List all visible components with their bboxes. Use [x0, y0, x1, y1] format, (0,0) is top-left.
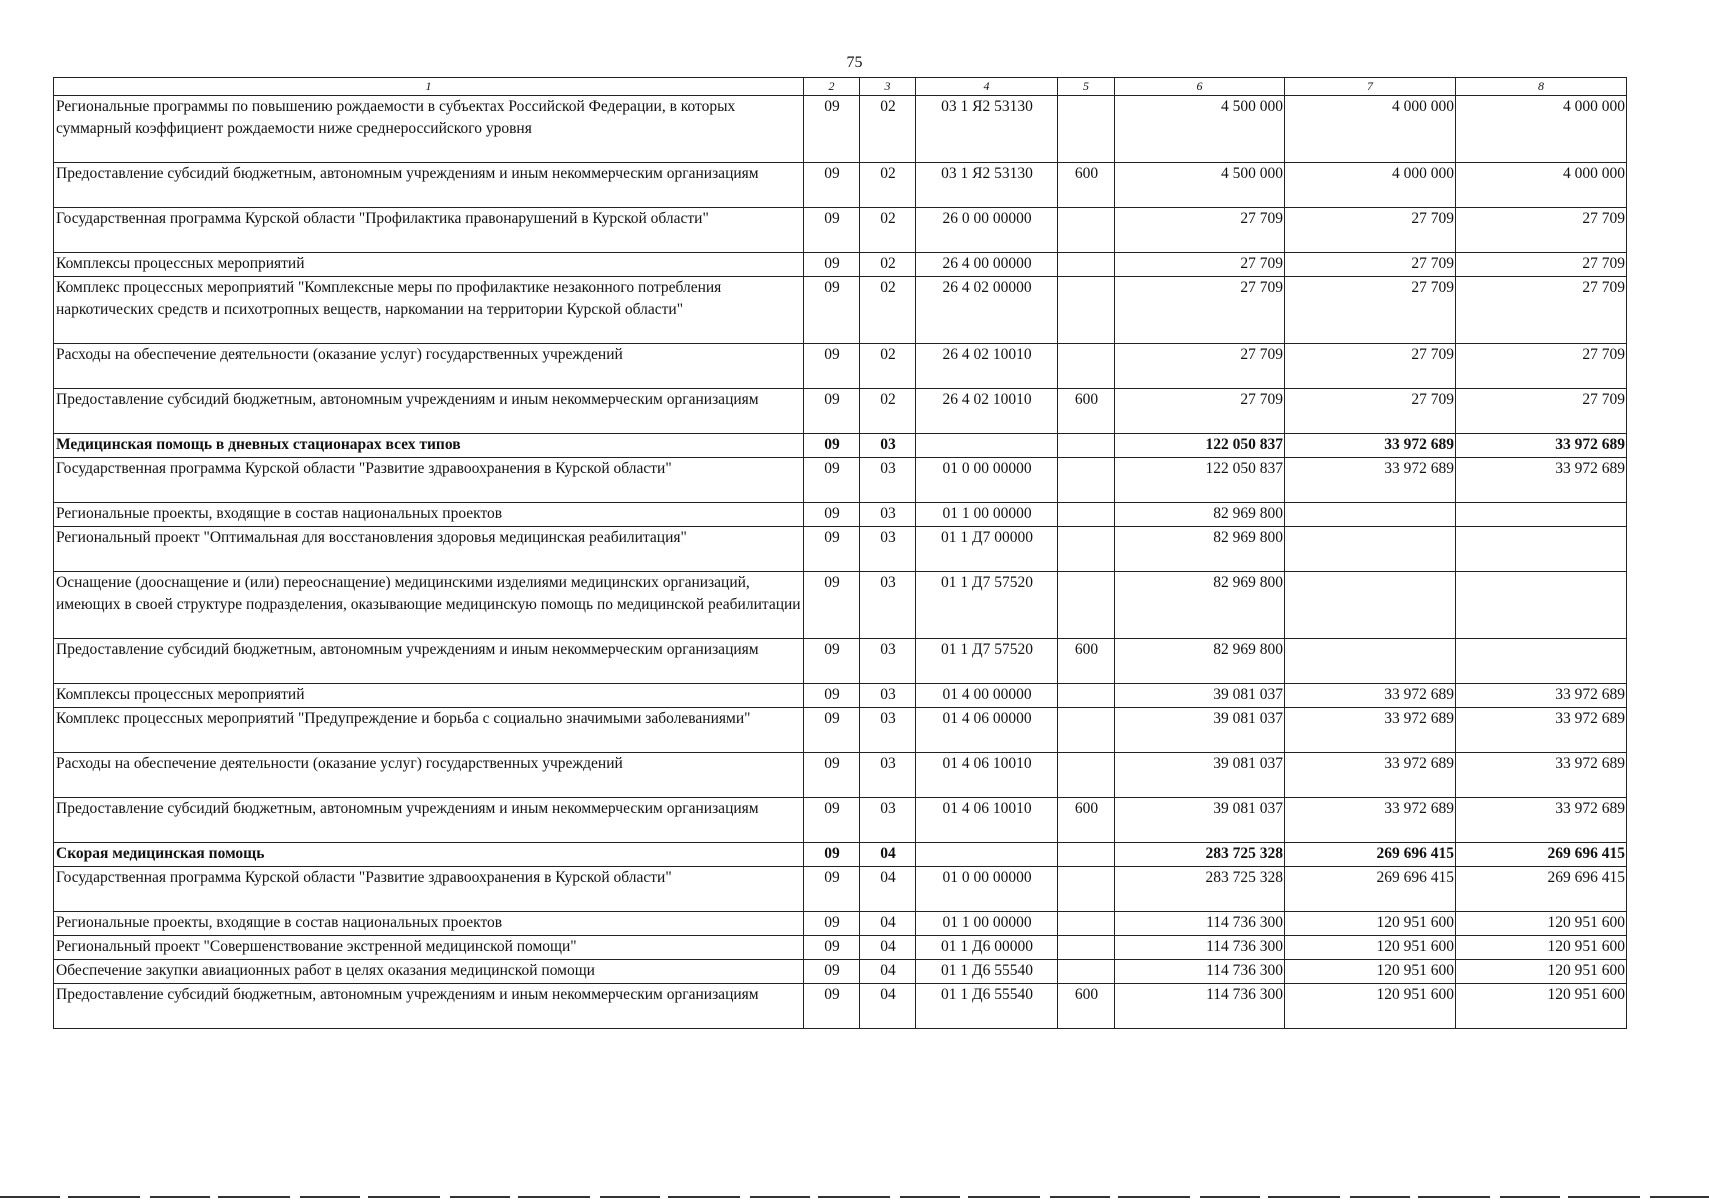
row-amount-col8-cell: 120 951 600	[1456, 984, 1627, 1029]
row-section-cell: 09	[804, 208, 860, 253]
row-name-cell: Предоставление субсидий бюджетным, автономным учреждениям и иным некоммерческим организациям	[54, 389, 804, 434]
row-section-cell: 09	[804, 639, 860, 684]
row-expense-type-cell: 600	[1058, 639, 1115, 684]
row-amount-col7-cell	[1285, 527, 1456, 572]
table-row	[54, 639, 1627, 684]
budget-table	[53, 77, 1627, 1029]
row-name-cell: Комплексы процессных мероприятий	[54, 684, 804, 708]
table-row	[54, 503, 1627, 527]
row-section-cell: 09	[804, 389, 860, 434]
page-number: 75	[846, 54, 863, 71]
row-subsection-cell: 03	[860, 753, 916, 798]
row-amount-col7-cell: 269 696 415	[1285, 843, 1456, 867]
row-amount-col6-cell: 4 500 000	[1115, 163, 1285, 208]
row-subsection-cell: 03	[860, 572, 916, 639]
row-amount-col8-cell	[1456, 639, 1627, 684]
row-name-cell: Комплекс процессных мероприятий "Предупреждение и борьба с социально значимыми заболеваниями"	[54, 708, 804, 753]
row-expense-type-cell	[1058, 572, 1115, 639]
row-amount-col6-cell: 122 050 837	[1115, 458, 1285, 503]
row-expense-type-cell	[1058, 867, 1115, 912]
row-amount-col8-cell: 33 972 689	[1456, 434, 1627, 458]
row-amount-col7-cell: 120 951 600	[1285, 936, 1456, 960]
row-amount-col6-cell: 27 709	[1115, 208, 1285, 253]
row-subsection-cell: 02	[860, 277, 916, 344]
row-amount-col8-cell	[1456, 503, 1627, 527]
table-row	[54, 960, 1627, 984]
row-amount-col6-cell: 27 709	[1115, 253, 1285, 277]
row-subsection-cell: 02	[860, 344, 916, 389]
row-target-article-cell: 01 1 Д7 57520	[916, 639, 1058, 684]
row-section-cell: 09	[804, 253, 860, 277]
row-name-cell: Государственная программа Курской области "Развитие здравоохранения в Курской области"	[54, 458, 804, 503]
table-row	[54, 527, 1627, 572]
row-amount-col7-cell: 33 972 689	[1285, 753, 1456, 798]
row-target-article-cell: 26 4 02 00000	[916, 277, 1058, 344]
row-target-article-cell: 01 1 Д7 57520	[916, 572, 1058, 639]
row-amount-col8-cell	[1456, 572, 1627, 639]
table-row	[54, 708, 1627, 753]
row-amount-col7-cell: 269 696 415	[1285, 867, 1456, 912]
row-section-cell: 09	[804, 798, 860, 843]
row-amount-col6-cell: 4 500 000	[1115, 96, 1285, 163]
row-target-article-cell: 01 4 06 10010	[916, 753, 1058, 798]
row-amount-col8-cell: 33 972 689	[1456, 708, 1627, 753]
column-header: 1	[54, 78, 804, 96]
row-target-article-cell: 03 1 Я2 53130	[916, 163, 1058, 208]
row-subsection-cell: 03	[860, 503, 916, 527]
row-section-cell: 09	[804, 458, 860, 503]
row-amount-col8-cell: 120 951 600	[1456, 936, 1627, 960]
table-row	[54, 458, 1627, 503]
row-amount-col7-cell: 27 709	[1285, 344, 1456, 389]
row-section-cell: 09	[804, 912, 860, 936]
row-expense-type-cell: 600	[1058, 389, 1115, 434]
row-amount-col6-cell: 114 736 300	[1115, 960, 1285, 984]
row-name-cell: Региональные проекты, входящие в состав национальных проектов	[54, 503, 804, 527]
row-amount-col6-cell: 27 709	[1115, 389, 1285, 434]
column-header: 6	[1115, 78, 1285, 96]
row-expense-type-cell	[1058, 434, 1115, 458]
row-amount-col8-cell: 269 696 415	[1456, 843, 1627, 867]
row-section-cell: 09	[804, 344, 860, 389]
row-subsection-cell: 03	[860, 684, 916, 708]
row-amount-col8-cell	[1456, 527, 1627, 572]
row-name-cell: Государственная программа Курской области "Развитие здравоохранения в Курской области"	[54, 867, 804, 912]
row-amount-col8-cell: 120 951 600	[1456, 912, 1627, 936]
row-amount-col8-cell: 33 972 689	[1456, 753, 1627, 798]
row-name-cell: Комплексы процессных мероприятий	[54, 253, 804, 277]
table-row	[54, 163, 1627, 208]
table-row	[54, 208, 1627, 253]
row-name-cell: Комплекс процессных мероприятий "Комплексные меры по профилактике незаконного потребления наркотических средств и психотропных веществ, наркомании на территории Курской области"	[54, 277, 804, 344]
row-amount-col7-cell	[1285, 639, 1456, 684]
page-bottom-rule	[0, 1196, 1709, 1198]
row-amount-col7-cell	[1285, 503, 1456, 527]
row-target-article-cell: 26 4 00 00000	[916, 253, 1058, 277]
row-amount-col6-cell: 27 709	[1115, 277, 1285, 344]
row-subsection-cell: 02	[860, 253, 916, 277]
row-section-cell: 09	[804, 960, 860, 984]
row-amount-col6-cell: 39 081 037	[1115, 753, 1285, 798]
row-expense-type-cell	[1058, 277, 1115, 344]
row-amount-col6-cell: 39 081 037	[1115, 798, 1285, 843]
row-amount-col7-cell: 33 972 689	[1285, 684, 1456, 708]
row-section-cell: 09	[804, 753, 860, 798]
table-body	[54, 96, 1627, 1029]
row-expense-type-cell	[1058, 527, 1115, 572]
row-subsection-cell: 03	[860, 458, 916, 503]
row-amount-col7-cell: 33 972 689	[1285, 434, 1456, 458]
row-expense-type-cell	[1058, 684, 1115, 708]
row-amount-col8-cell: 27 709	[1456, 277, 1627, 344]
row-name-cell: Предоставление субсидий бюджетным, автономным учреждениям и иным некоммерческим организациям	[54, 163, 804, 208]
row-amount-col6-cell: 82 969 800	[1115, 503, 1285, 527]
table-row	[54, 684, 1627, 708]
row-amount-col6-cell: 283 725 328	[1115, 843, 1285, 867]
table-header-row	[54, 78, 1627, 96]
row-section-cell: 09	[804, 163, 860, 208]
column-header: 3	[860, 78, 916, 96]
row-expense-type-cell: 600	[1058, 798, 1115, 843]
row-target-article-cell: 01 4 06 00000	[916, 708, 1058, 753]
column-header: 8	[1456, 78, 1627, 96]
row-name-cell: Предоставление субсидий бюджетным, автономным учреждениям и иным некоммерческим организациям	[54, 798, 804, 843]
row-amount-col8-cell: 120 951 600	[1456, 960, 1627, 984]
row-subsection-cell: 04	[860, 912, 916, 936]
row-expense-type-cell	[1058, 96, 1115, 163]
row-target-article-cell: 01 4 06 10010	[916, 798, 1058, 843]
row-section-cell: 09	[804, 503, 860, 527]
row-subsection-cell: 04	[860, 936, 916, 960]
table-row	[54, 984, 1627, 1029]
row-target-article-cell: 26 4 02 10010	[916, 389, 1058, 434]
row-subsection-cell: 04	[860, 960, 916, 984]
row-target-article-cell: 01 1 Д6 00000	[916, 936, 1058, 960]
column-header: 5	[1058, 78, 1115, 96]
row-amount-col6-cell: 82 969 800	[1115, 527, 1285, 572]
row-name-cell: Региональные проекты, входящие в состав национальных проектов	[54, 912, 804, 936]
row-amount-col6-cell: 39 081 037	[1115, 684, 1285, 708]
row-target-article-cell: 01 0 00 00000	[916, 458, 1058, 503]
column-header: 4	[916, 78, 1058, 96]
row-section-cell: 09	[804, 527, 860, 572]
row-name-cell: Региональный проект "Оптимальная для восстановления здоровья медицинская реабилитация"	[54, 527, 804, 572]
row-expense-type-cell	[1058, 960, 1115, 984]
row-subsection-cell: 03	[860, 639, 916, 684]
row-expense-type-cell: 600	[1058, 163, 1115, 208]
row-expense-type-cell	[1058, 843, 1115, 867]
row-expense-type-cell	[1058, 912, 1115, 936]
row-subsection-cell: 03	[860, 434, 916, 458]
row-amount-col7-cell: 27 709	[1285, 277, 1456, 344]
row-name-cell: Региональные программы по повышению рождаемости в субъектах Российской Федерации, в которых суммарный коэффициент рождаемости ниже среднероссийского уровня	[54, 96, 804, 163]
row-expense-type-cell	[1058, 253, 1115, 277]
row-target-article-cell: 01 1 Д6 55540	[916, 984, 1058, 1029]
row-target-article-cell: 01 1 00 00000	[916, 912, 1058, 936]
row-target-article-cell: 01 0 00 00000	[916, 867, 1058, 912]
table-row	[54, 843, 1627, 867]
row-subsection-cell: 03	[860, 708, 916, 753]
row-amount-col7-cell: 4 000 000	[1285, 163, 1456, 208]
row-target-article-cell: 01 4 00 00000	[916, 684, 1058, 708]
row-section-cell: 09	[804, 936, 860, 960]
row-amount-col7-cell: 120 951 600	[1285, 984, 1456, 1029]
table-row	[54, 434, 1627, 458]
row-name-cell: Скорая медицинская помощь	[54, 843, 804, 867]
table-row	[54, 253, 1627, 277]
table-row	[54, 96, 1627, 163]
column-header: 7	[1285, 78, 1456, 96]
row-expense-type-cell	[1058, 708, 1115, 753]
row-name-cell: Региональный проект "Совершенствование экстренной медицинской помощи"	[54, 936, 804, 960]
row-amount-col8-cell: 4 000 000	[1456, 163, 1627, 208]
row-name-cell: Расходы на обеспечение деятельности (оказание услуг) государственных учреждений	[54, 753, 804, 798]
row-amount-col6-cell: 27 709	[1115, 344, 1285, 389]
row-name-cell: Предоставление субсидий бюджетным, автономным учреждениям и иным некоммерческим организациям	[54, 639, 804, 684]
row-expense-type-cell	[1058, 503, 1115, 527]
row-section-cell: 09	[804, 867, 860, 912]
row-name-cell: Государственная программа Курской области "Профилактика правонарушений в Курской области"	[54, 208, 804, 253]
row-amount-col7-cell: 33 972 689	[1285, 798, 1456, 843]
row-target-article-cell: 01 1 Д7 00000	[916, 527, 1058, 572]
row-amount-col6-cell: 122 050 837	[1115, 434, 1285, 458]
row-expense-type-cell	[1058, 753, 1115, 798]
row-amount-col6-cell: 82 969 800	[1115, 572, 1285, 639]
row-subsection-cell: 02	[860, 96, 916, 163]
row-target-article-cell	[916, 434, 1058, 458]
row-section-cell: 09	[804, 96, 860, 163]
row-section-cell: 09	[804, 708, 860, 753]
row-section-cell: 09	[804, 277, 860, 344]
table-row	[54, 867, 1627, 912]
row-amount-col7-cell: 120 951 600	[1285, 912, 1456, 936]
row-name-cell: Расходы на обеспечение деятельности (оказание услуг) государственных учреждений	[54, 344, 804, 389]
row-expense-type-cell	[1058, 936, 1115, 960]
row-target-article-cell: 26 4 02 10010	[916, 344, 1058, 389]
row-section-cell: 09	[804, 684, 860, 708]
row-amount-col6-cell: 114 736 300	[1115, 936, 1285, 960]
row-amount-col6-cell: 82 969 800	[1115, 639, 1285, 684]
row-amount-col8-cell: 27 709	[1456, 344, 1627, 389]
row-section-cell: 09	[804, 572, 860, 639]
row-name-cell: Обеспечение закупки авиационных работ в целях оказания медицинской помощи	[54, 960, 804, 984]
table-row	[54, 753, 1627, 798]
row-amount-col8-cell: 4 000 000	[1456, 96, 1627, 163]
table-row	[54, 344, 1627, 389]
row-amount-col7-cell: 33 972 689	[1285, 458, 1456, 503]
row-amount-col6-cell: 283 725 328	[1115, 867, 1285, 912]
row-amount-col8-cell: 33 972 689	[1456, 798, 1627, 843]
row-target-article-cell: 26 0 00 00000	[916, 208, 1058, 253]
row-amount-col6-cell: 114 736 300	[1115, 984, 1285, 1029]
row-target-article-cell: 01 1 Д6 55540	[916, 960, 1058, 984]
row-name-cell: Предоставление субсидий бюджетным, автономным учреждениям и иным некоммерческим организациям	[54, 984, 804, 1029]
row-subsection-cell: 02	[860, 163, 916, 208]
row-expense-type-cell	[1058, 208, 1115, 253]
row-name-cell: Медицинская помощь в дневных стационарах всех типов	[54, 434, 804, 458]
row-target-article-cell: 03 1 Я2 53130	[916, 96, 1058, 163]
table-row	[54, 572, 1627, 639]
row-amount-col8-cell: 33 972 689	[1456, 684, 1627, 708]
row-subsection-cell: 03	[860, 798, 916, 843]
row-amount-col7-cell: 4 000 000	[1285, 96, 1456, 163]
row-subsection-cell: 02	[860, 389, 916, 434]
row-amount-col8-cell: 27 709	[1456, 253, 1627, 277]
row-amount-col7-cell	[1285, 572, 1456, 639]
table-row	[54, 936, 1627, 960]
column-header: 2	[804, 78, 860, 96]
row-section-cell: 09	[804, 843, 860, 867]
row-section-cell: 09	[804, 984, 860, 1029]
table-row	[54, 389, 1627, 434]
table-row	[54, 798, 1627, 843]
row-expense-type-cell	[1058, 458, 1115, 503]
row-expense-type-cell	[1058, 344, 1115, 389]
row-target-article-cell: 01 1 00 00000	[916, 503, 1058, 527]
row-amount-col7-cell: 27 709	[1285, 208, 1456, 253]
row-subsection-cell: 04	[860, 843, 916, 867]
row-amount-col8-cell: 269 696 415	[1456, 867, 1627, 912]
row-amount-col8-cell: 33 972 689	[1456, 458, 1627, 503]
row-amount-col8-cell: 27 709	[1456, 208, 1627, 253]
table-row	[54, 912, 1627, 936]
row-amount-col7-cell: 27 709	[1285, 389, 1456, 434]
row-amount-col8-cell: 27 709	[1456, 389, 1627, 434]
row-subsection-cell: 02	[860, 208, 916, 253]
row-amount-col7-cell: 120 951 600	[1285, 960, 1456, 984]
row-name-cell: Оснащение (дооснащение и (или) переоснащение) медицинскими изделиями медицинских организаций, имеющих в своей структуре подразделения, оказывающие медицинскую помощь по медицинской реабилитации	[54, 572, 804, 639]
row-amount-col6-cell: 114 736 300	[1115, 912, 1285, 936]
table-row	[54, 277, 1627, 344]
row-amount-col7-cell: 27 709	[1285, 253, 1456, 277]
row-amount-col7-cell: 33 972 689	[1285, 708, 1456, 753]
row-subsection-cell: 04	[860, 867, 916, 912]
row-section-cell: 09	[804, 434, 860, 458]
row-target-article-cell	[916, 843, 1058, 867]
row-amount-col6-cell: 39 081 037	[1115, 708, 1285, 753]
row-subsection-cell: 04	[860, 984, 916, 1029]
row-subsection-cell: 03	[860, 527, 916, 572]
row-expense-type-cell: 600	[1058, 984, 1115, 1029]
